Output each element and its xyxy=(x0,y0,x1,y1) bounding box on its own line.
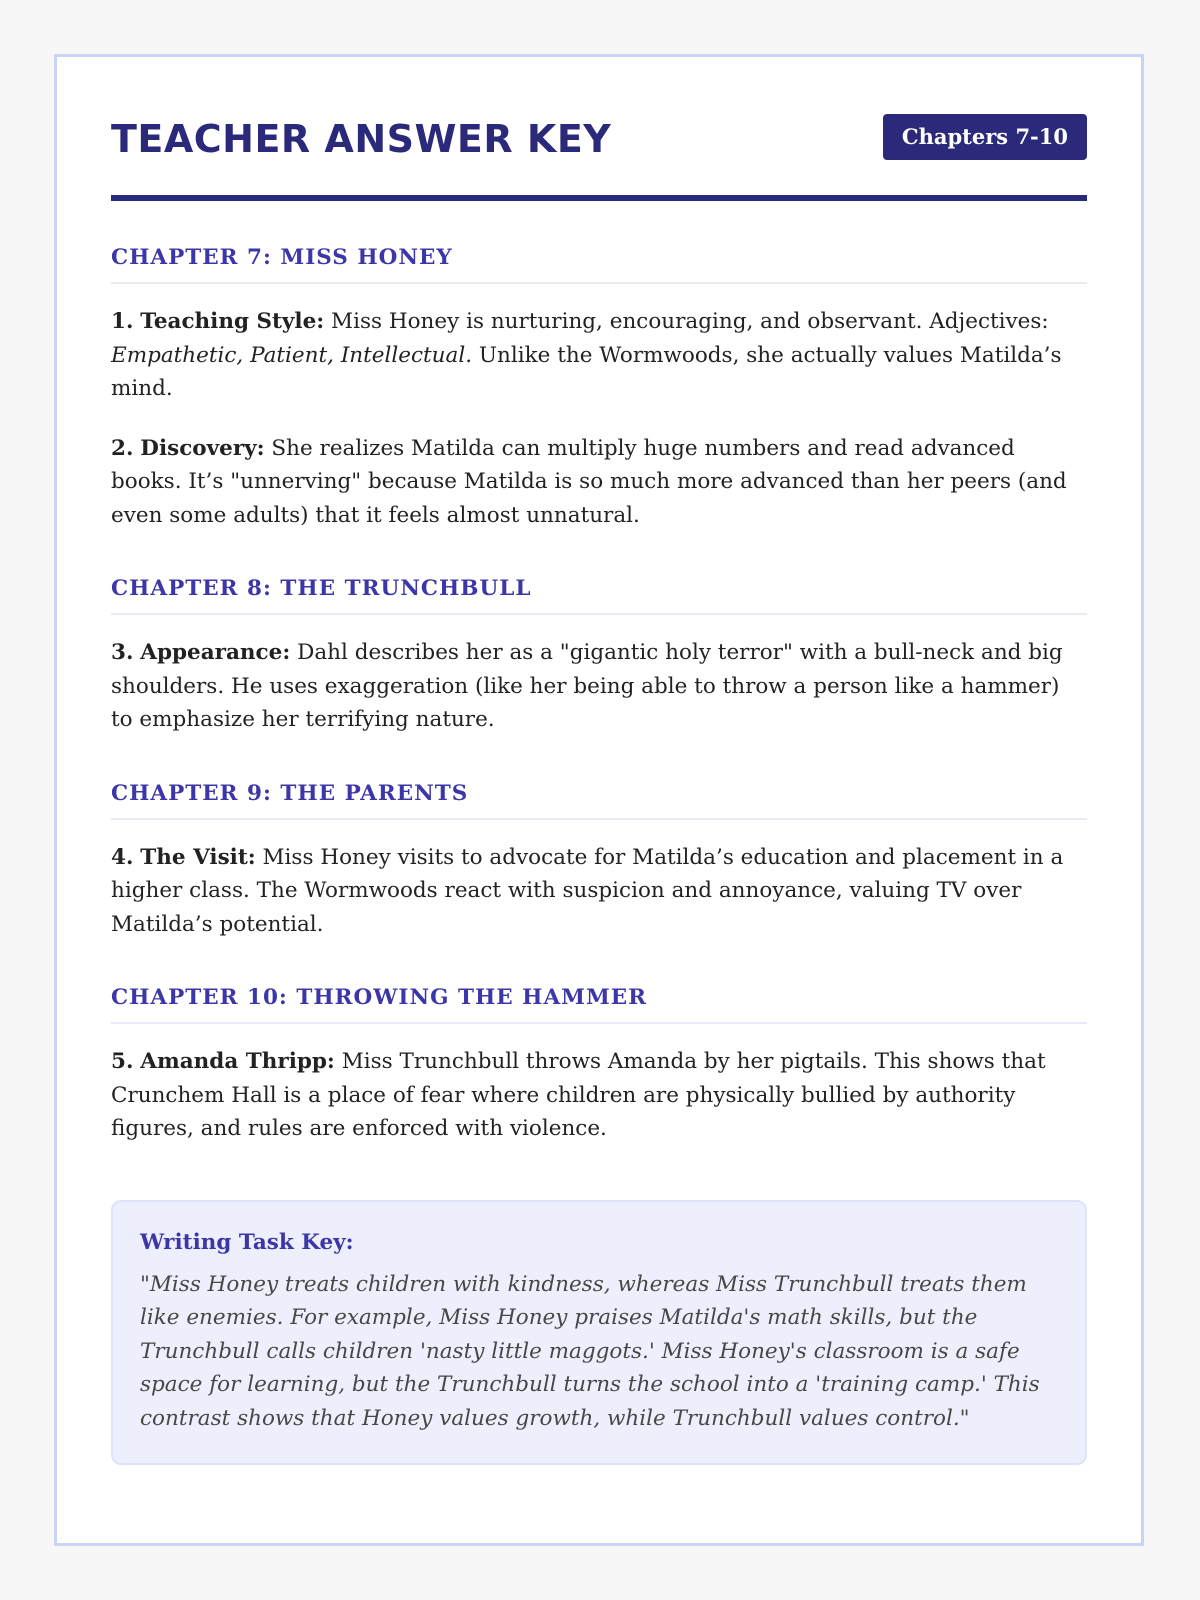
answer-text: Dahl describes her as a "gigantic holy terror" with a bull-neck and big shoulders. He uses exaggeration (like her being able to throw a person like a hammer) to emphasize her terrifying nature. xyxy=(111,640,1063,732)
answer-item-1 xyxy=(111,305,1087,406)
section-heading: CHAPTER 10: THROWING THE HAMMER xyxy=(111,983,1087,1024)
answer-label: The Visit: xyxy=(140,844,256,870)
answer-number: 5. xyxy=(111,1049,134,1074)
answer-text: Miss Honey is nurturing, encouraging, and observant. Adjectives: xyxy=(324,309,1049,334)
answer-label: Discovery: xyxy=(140,435,265,461)
writing-task-title: Writing Task Key: xyxy=(140,1229,354,1255)
section-chapter-8 xyxy=(111,574,1087,737)
section-chapter-7 xyxy=(111,243,1087,532)
section-heading: CHAPTER 9: THE PARENTS xyxy=(111,779,1087,820)
answer-number: 2. xyxy=(111,435,134,461)
section-chapter-10 xyxy=(111,983,1087,1146)
answer-item-4 xyxy=(111,841,1087,942)
answer-text: Unlike the Wormwoods, she actually values Matilda’s mind. xyxy=(111,342,1062,401)
answer-label: Amanda Thripp: xyxy=(140,1049,335,1074)
answer-label: Appearance: xyxy=(140,640,291,665)
answer-number: 3. xyxy=(111,640,134,665)
writing-task-body: "Miss Honey treats children with kindness, whereas Miss Trunchbull treats them like enemies. For example, Miss Honey praises Matilda's math skills, but the Trunchbull calls children 'nasty little maggots.' Miss Honey's classroom is a safe space for learning, but the Trunchbull turns the school into a 'training camp.' This contrast shows that Honey values growth, while Trunchbull values control." xyxy=(140,1271,1040,1431)
section-heading: CHAPTER 7: MISS HONEY xyxy=(111,243,1087,284)
answer-number: 4. xyxy=(111,844,134,870)
answer-emphasis: Empathetic, Patient, Intellectual. xyxy=(111,342,473,368)
answer-number: 1. xyxy=(111,309,134,334)
answer-text: Miss Honey visits to advocate for Matilda’s education and placement in a higher class. The Wormwoods react with suspicion and annoyance, valuing TV over Matilda’s potential. xyxy=(111,844,1064,937)
answer-label: Teaching Style: xyxy=(140,309,325,334)
writing-task-box xyxy=(111,1200,1087,1466)
page-title: TEACHER ANSWER KEY xyxy=(111,117,612,161)
answer-item-2 xyxy=(111,432,1087,533)
chapters-badge: Chapters 7-10 xyxy=(883,114,1087,160)
section-heading: CHAPTER 8: THE TRUNCHBULL xyxy=(111,574,1087,615)
page-header xyxy=(111,111,1087,201)
answer-text: Miss Trunchbull throws Amanda by her pigtails. This shows that Crunchem Hall is a place of fear where children are physically bullied by authority figures, and rules are enforced with violence. xyxy=(111,1049,1046,1141)
answer-key-page xyxy=(54,54,1144,1546)
answer-text: She realizes Matilda can multiply huge numbers and read advanced books. It’s "unnerving" because Matilda is so much more advanced than her peers (and even some adults) that it feels almost unnatural. xyxy=(111,435,1067,528)
answer-item-3 xyxy=(111,636,1087,737)
page-content xyxy=(111,111,1087,1465)
answer-item-5 xyxy=(111,1045,1087,1146)
section-chapter-9 xyxy=(111,779,1087,942)
